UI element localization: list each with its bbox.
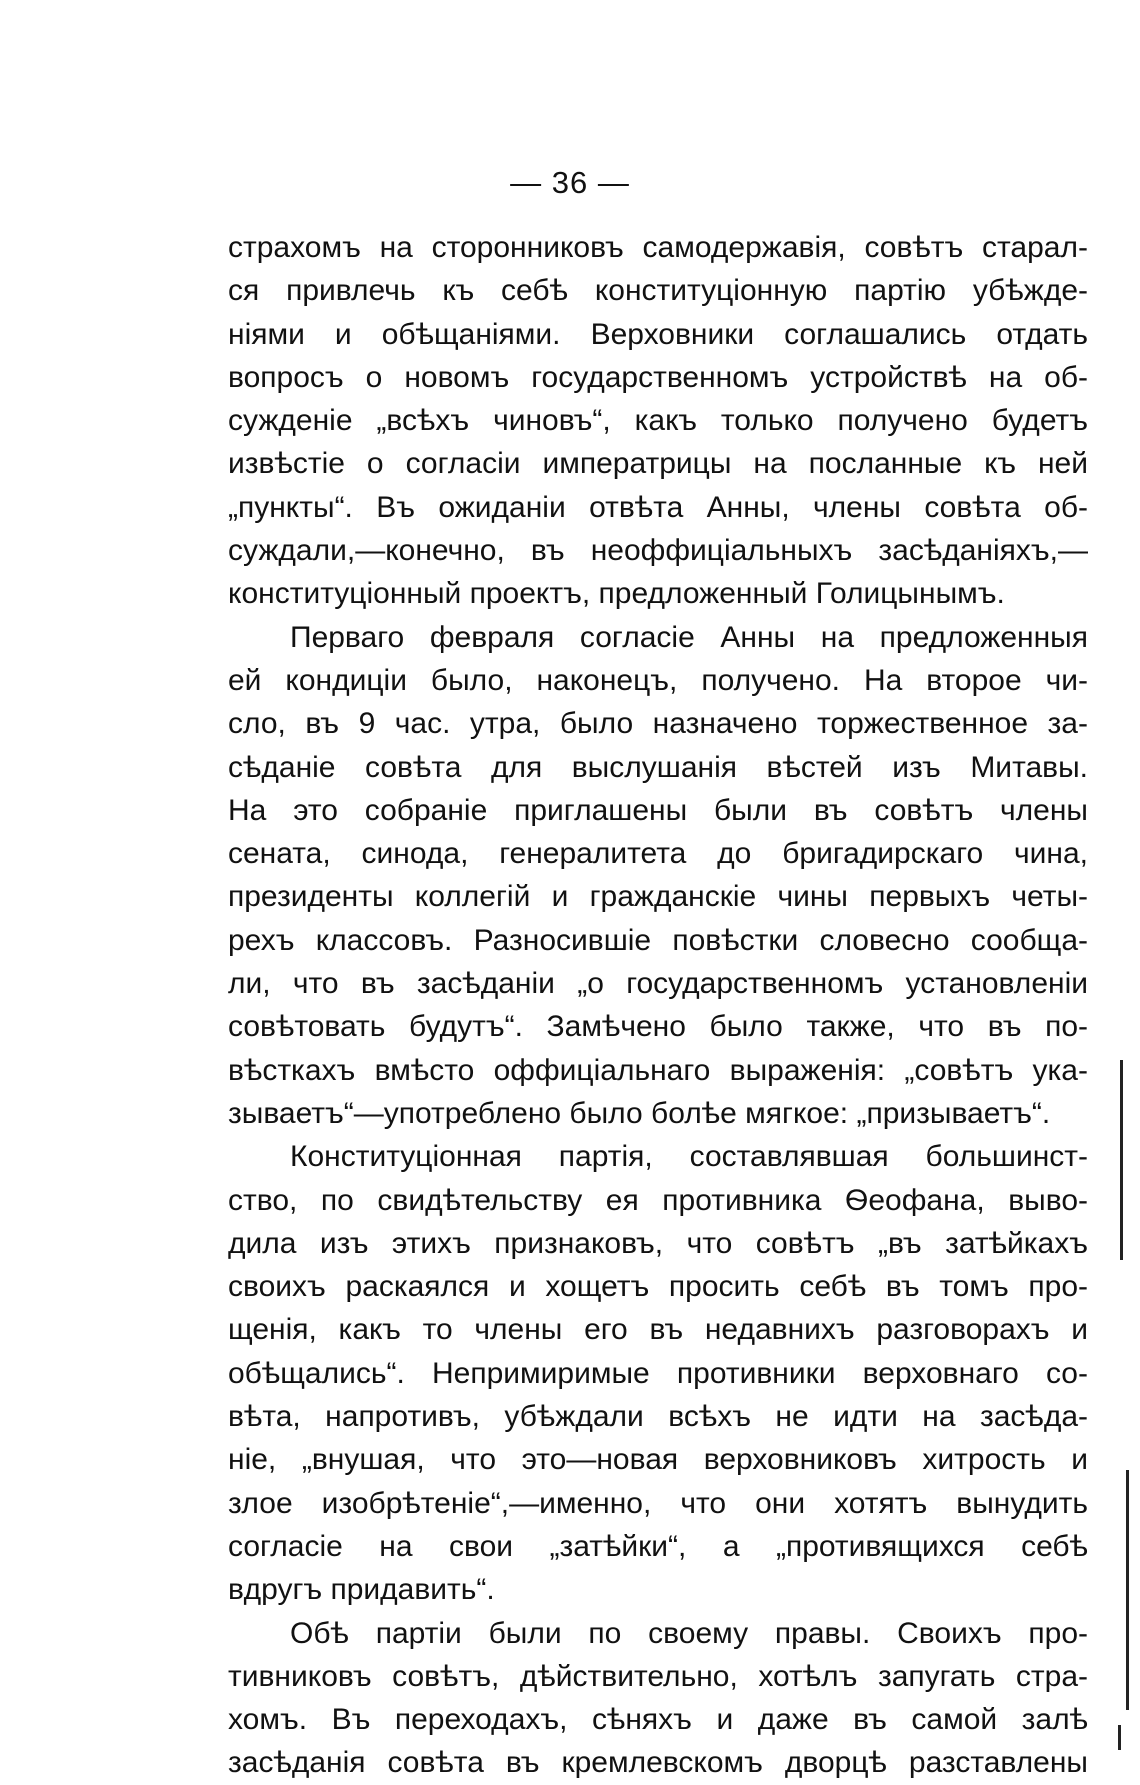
scan-edge-mark xyxy=(1118,1725,1121,1750)
text-line: дила изъ этихъ признаковъ, что совѣтъ „въ затѣйкахъ xyxy=(228,1226,1088,1260)
text-line: вопросъ о новомъ государственномъ устройствѣ на об- xyxy=(228,360,1088,394)
text-line: своихъ раскаялся и хощетъ просить себѣ въ томъ про- xyxy=(228,1270,1088,1304)
text-line: ли, что въ засѣданіи „о государственномъ установленіи xyxy=(228,967,1088,1001)
paragraph-3 xyxy=(228,1135,1088,1611)
scan-edge-mark xyxy=(1120,1060,1123,1260)
text-line: извѣстіе о согласіи императрицы на посланные къ ней xyxy=(228,447,1088,481)
text-line: сужденіе „всѣхъ чиновъ“, какъ только получено будетъ xyxy=(228,404,1088,438)
text-line: суждали,—конечно, въ неоффиціальныхъ засѣданіяхъ,— xyxy=(228,534,1088,568)
scan-edge-mark xyxy=(1126,1470,1129,1710)
text-line: сло, въ 9 час. утра, было назначено торжественное за- xyxy=(228,707,1088,741)
text-line: конституціонный проектъ, предложенный Голицынымъ. xyxy=(228,577,1005,611)
text-line: сѣданіе совѣта для выслушанія вѣстей изъ Митавы. xyxy=(228,750,1088,784)
text-line: злое изобрѣтеніе“,—именно, что они хотятъ вынудить xyxy=(228,1486,1088,1520)
paragraph-4 xyxy=(228,1612,1088,1785)
text-line: Перваго февраля согласіе Анны на предложенныя xyxy=(290,620,1088,654)
text-line: обѣщались“. Непримиримые противники верховнаго со- xyxy=(228,1356,1088,1390)
text-line: ніями и обѣщаніями. Верховники соглашались отдать xyxy=(228,317,1088,351)
text-line: хомъ. Въ переходахъ, сѣняхъ и даже въ самой залѣ xyxy=(228,1703,1088,1737)
text-line: страхомъ на сторонниковъ самодержавія, совѣтъ старал- xyxy=(228,231,1088,264)
text-line: зываетъ“—употреблено было болѣе мягкое: „призываетъ“. xyxy=(228,1096,1051,1130)
text-line: засѣданія совѣта въ кремлевскомъ дворцѣ разставлены xyxy=(228,1746,1088,1780)
text-line: вѣсткахъ вмѣсто оффиціальнаго выраженія: „совѣтъ ука- xyxy=(228,1053,1088,1087)
text-line: согласіе на свои „затѣйки“, а „противящихся себѣ xyxy=(228,1529,1088,1563)
text-line: На это собраніе приглашены были въ совѣтъ члены xyxy=(228,793,1088,827)
text-line: сената, синода, генералитета до бригадирскаго чина, xyxy=(228,837,1088,871)
text-line: вдругъ придавить“. xyxy=(228,1573,495,1607)
body-text xyxy=(228,226,1088,1785)
text-line: тивниковъ совѣтъ, дѣйствительно, хотѣлъ запугать стра- xyxy=(228,1659,1088,1693)
text-line: ей кондиціи было, наконецъ, получено. На второе чи- xyxy=(228,663,1088,697)
text-line: Конституціонная партія, составлявшая большинст- xyxy=(290,1140,1088,1174)
text-line: совѣтовать будутъ“. Замѣчено было также, что въ по- xyxy=(228,1010,1088,1044)
text-line: Обѣ партіи были по своему правы. Своихъ про- xyxy=(290,1616,1088,1650)
text-line: „пункты“. Въ ожиданіи отвѣта Анны, члены совѣта об- xyxy=(228,490,1088,524)
text-line: ство, по свидѣтельству ея противника Ѳеофана, выво- xyxy=(228,1183,1088,1217)
text-line: ніе, „внушая, что это—новая верховниковъ хитрость и xyxy=(228,1443,1088,1477)
paragraph-1 xyxy=(228,226,1088,616)
text-line: щенія, какъ то члены его въ недавнихъ разговорахъ и xyxy=(228,1313,1088,1347)
text-line: ся привлечь къ себѣ конституціонную партію убѣжде- xyxy=(228,274,1088,308)
text-line: вѣта, напротивъ, убѣждали всѣхъ не идти на засѣда- xyxy=(228,1400,1088,1434)
page-number: — 36 — xyxy=(510,165,630,200)
text-line: президенты коллегій и гражданскіе чины первыхъ четы- xyxy=(228,880,1088,914)
paragraph-2 xyxy=(228,616,1088,1136)
text-line: рехъ классовъ. Разносившіе повѣстки словесно сообща- xyxy=(228,923,1088,957)
